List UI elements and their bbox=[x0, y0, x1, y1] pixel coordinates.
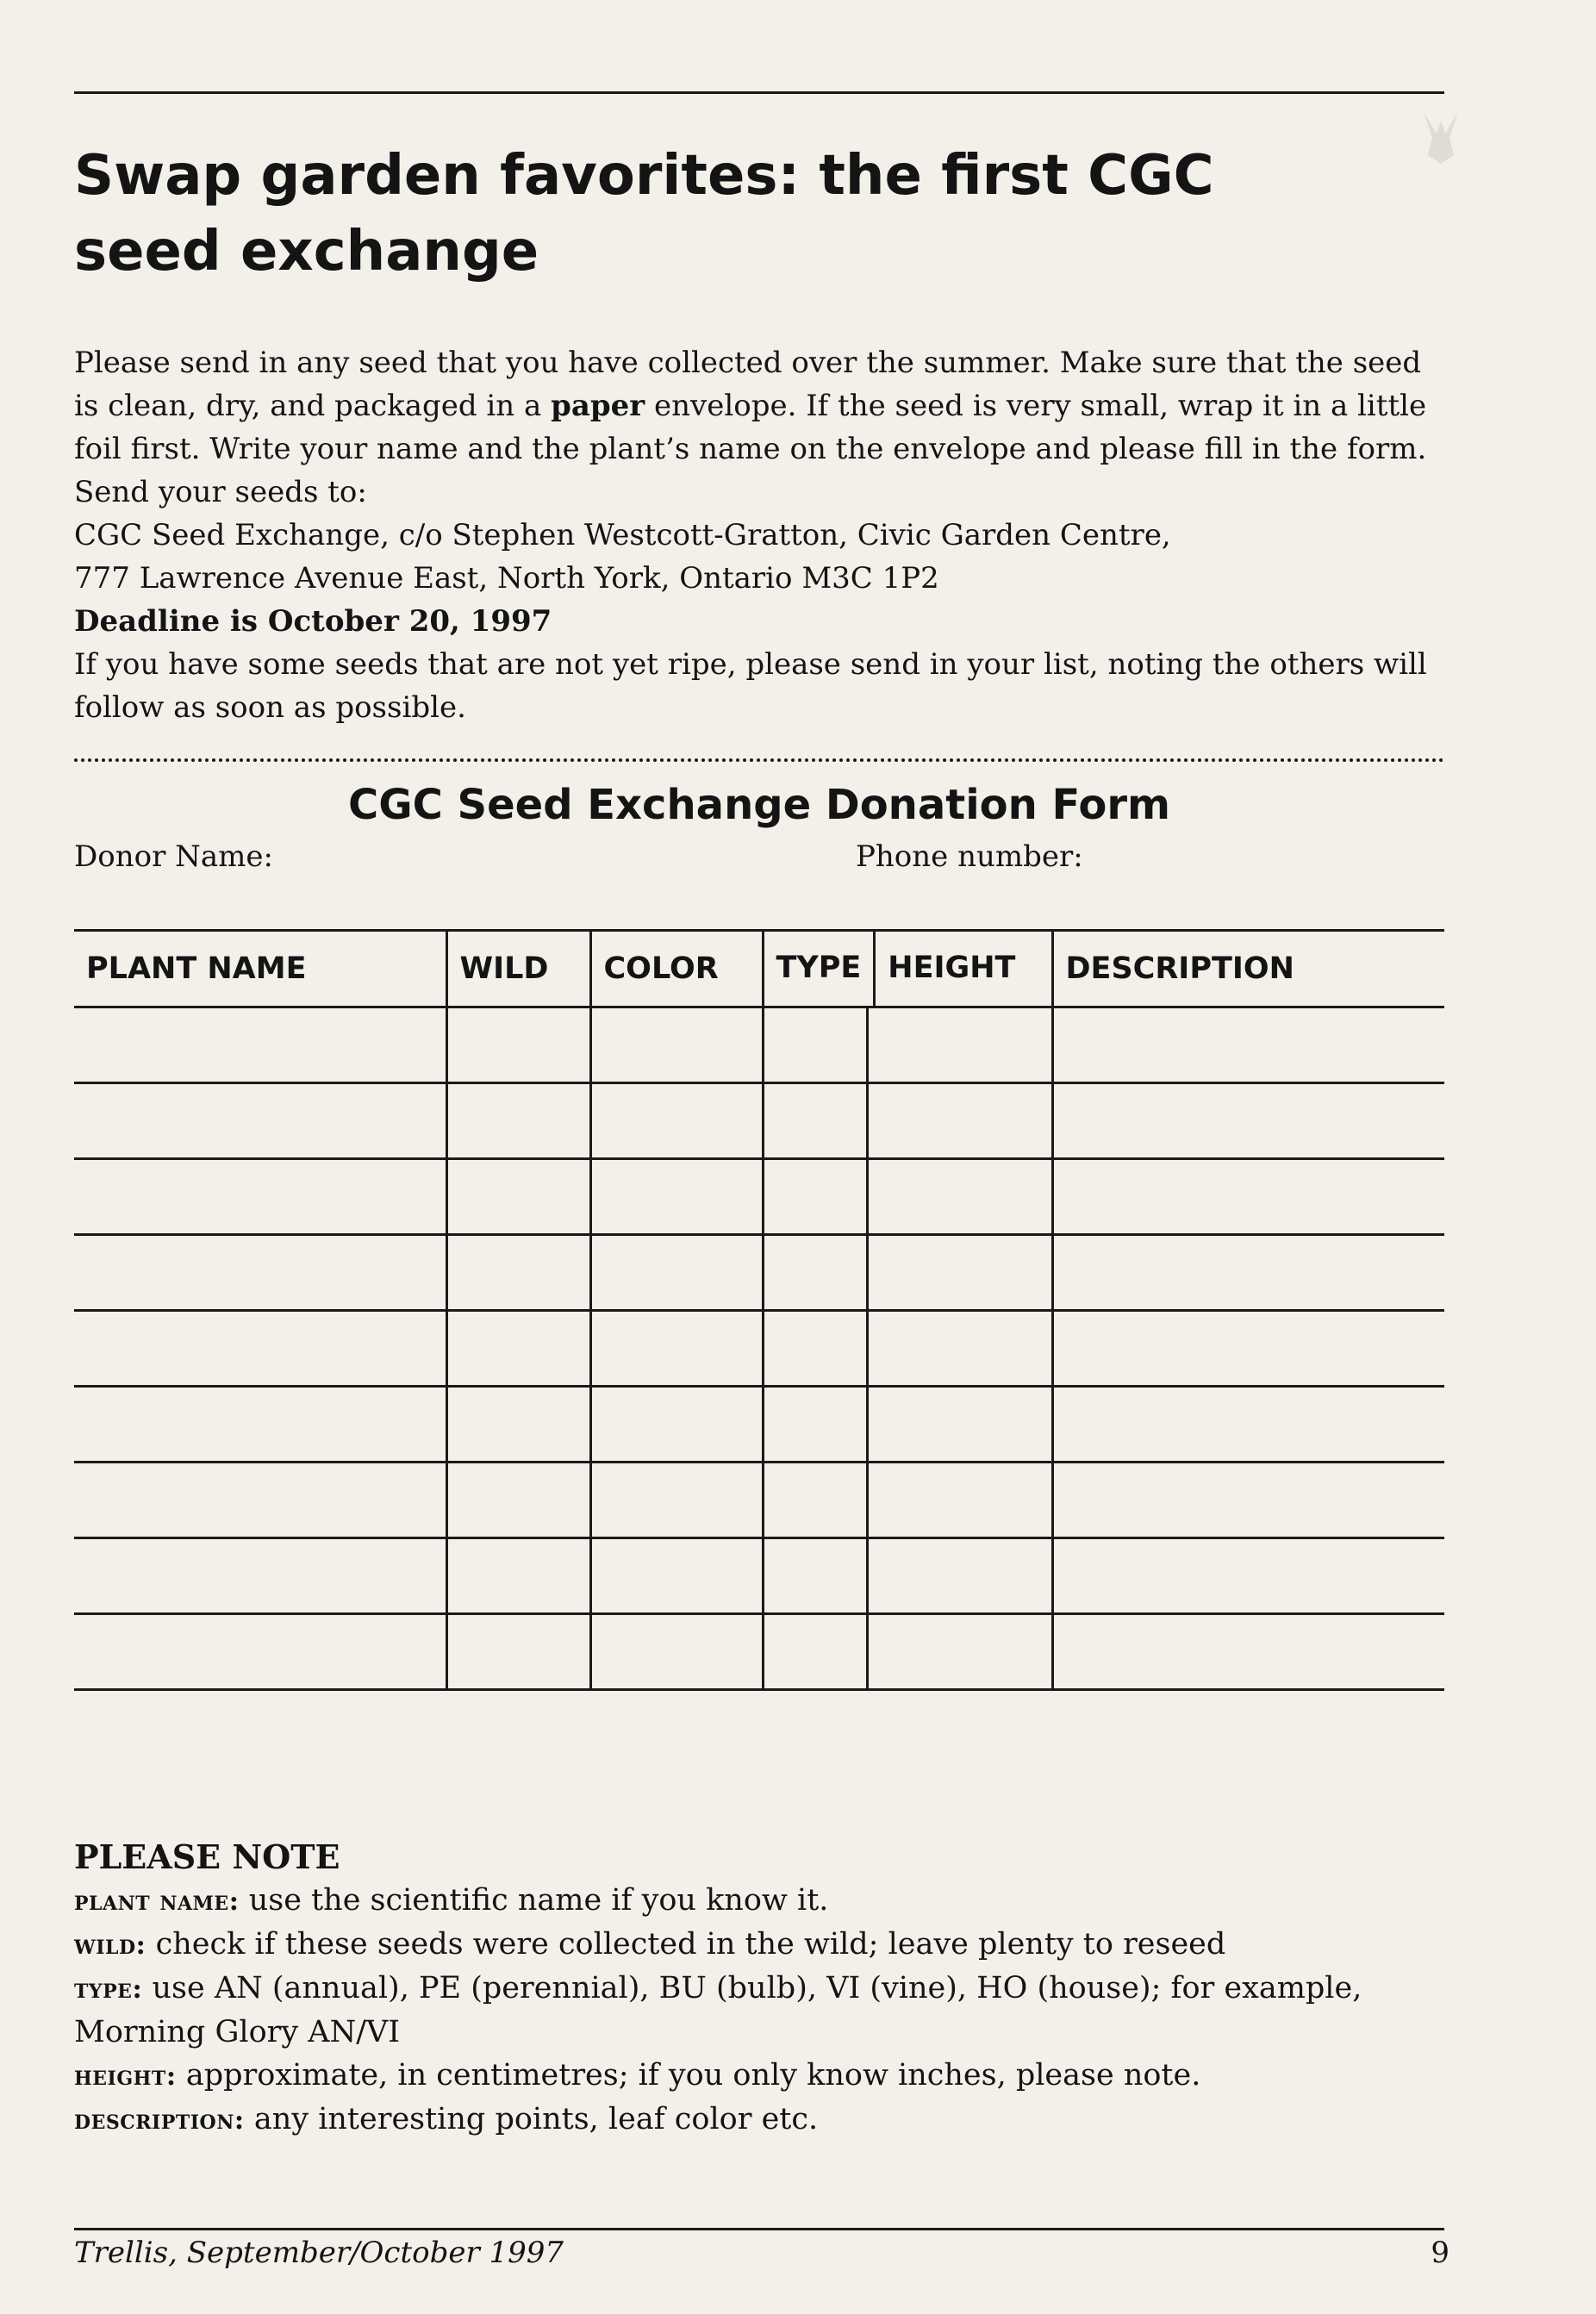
cell-description[interactable] bbox=[1052, 1614, 1444, 1690]
table-row bbox=[74, 1083, 1444, 1159]
send-to-label: Send your seeds to: bbox=[74, 475, 367, 509]
cell-color[interactable] bbox=[590, 1083, 763, 1159]
cell-height[interactable] bbox=[869, 1160, 1051, 1233]
address-line-1: CGC Seed Exchange, c/o Stephen Westcott-Gratton, Civic Garden Centre, bbox=[74, 518, 1171, 552]
table-row bbox=[74, 1614, 1444, 1690]
cell-type[interactable] bbox=[764, 1312, 869, 1385]
cell-type[interactable] bbox=[764, 1463, 869, 1537]
cell-type[interactable] bbox=[764, 1160, 869, 1233]
cell-wild[interactable] bbox=[446, 1614, 590, 1690]
cell-type-height[interactable] bbox=[763, 1614, 1052, 1690]
page-number: 9 bbox=[1431, 2236, 1449, 2270]
note-type: type: use AN (annual), PE (perennial), BU (bulb), VI (vine), HO (house); for example, Morning Glory AN/VI bbox=[74, 1971, 1362, 2049]
note-title: PLEASE NOTE bbox=[74, 1837, 340, 1876]
cell-color[interactable] bbox=[590, 1235, 763, 1311]
cell-wild[interactable] bbox=[446, 1007, 590, 1083]
headline-line-1: Swap garden favorites: the first CGC bbox=[74, 144, 1214, 208]
cell-height[interactable] bbox=[869, 1388, 1051, 1461]
cell-height[interactable] bbox=[869, 1084, 1051, 1157]
note-plant-name: plant name: use the scientific name if you know it. bbox=[74, 1883, 829, 1918]
cell-wild[interactable] bbox=[446, 1538, 590, 1614]
cell-wild[interactable] bbox=[446, 1387, 590, 1463]
cell-type-height[interactable] bbox=[763, 1463, 1052, 1538]
donation-form-table bbox=[74, 929, 1444, 1691]
donor-name-label: Donor Name: bbox=[74, 839, 273, 874]
cell-wild[interactable] bbox=[446, 1311, 590, 1387]
cell-color[interactable] bbox=[590, 1159, 763, 1235]
cell-description[interactable] bbox=[1052, 1159, 1444, 1235]
cell-type[interactable] bbox=[764, 1388, 869, 1461]
table-row bbox=[74, 1387, 1444, 1463]
form-title: CGC Seed Exchange Donation Form bbox=[347, 781, 1171, 829]
cell-plant-name[interactable] bbox=[74, 1614, 446, 1690]
cell-color[interactable] bbox=[590, 1463, 763, 1538]
cell-plant-name[interactable] bbox=[74, 1007, 446, 1083]
cell-color[interactable] bbox=[590, 1311, 763, 1387]
cell-type-height[interactable] bbox=[763, 1159, 1052, 1235]
cell-color[interactable] bbox=[590, 1538, 763, 1614]
intro-emphasis: paper bbox=[551, 389, 645, 423]
cell-plant-name[interactable] bbox=[74, 1463, 446, 1538]
cell-description[interactable] bbox=[1052, 1235, 1444, 1311]
cell-height[interactable] bbox=[869, 1539, 1051, 1612]
cell-plant-name[interactable] bbox=[74, 1311, 446, 1387]
publication-footer: Trellis, September/October 1997 bbox=[74, 2236, 564, 2270]
article-headline bbox=[74, 138, 1453, 290]
cell-type-height[interactable] bbox=[763, 1235, 1052, 1311]
cell-description[interactable] bbox=[1052, 1387, 1444, 1463]
headline-line-2: seed exchange bbox=[74, 220, 539, 284]
cell-type[interactable] bbox=[764, 1236, 869, 1309]
cell-type[interactable] bbox=[764, 1539, 869, 1612]
cell-description[interactable] bbox=[1052, 1083, 1444, 1159]
cell-type-height[interactable] bbox=[763, 1387, 1052, 1463]
cell-type-height[interactable] bbox=[763, 1311, 1052, 1387]
cell-wild[interactable] bbox=[446, 1159, 590, 1235]
table-header-row bbox=[74, 931, 1444, 1007]
cell-wild[interactable] bbox=[446, 1235, 590, 1311]
cell-color[interactable] bbox=[590, 1387, 763, 1463]
cell-type-height[interactable] bbox=[763, 1083, 1052, 1159]
column-header-type-height: TYPE HEIGHT bbox=[763, 931, 1052, 1007]
cell-height[interactable] bbox=[869, 1312, 1051, 1385]
cell-height[interactable] bbox=[869, 1615, 1051, 1688]
cell-wild[interactable] bbox=[446, 1463, 590, 1538]
cell-height[interactable] bbox=[869, 1008, 1051, 1082]
cell-color[interactable] bbox=[590, 1007, 763, 1083]
column-header-wild: WILD bbox=[446, 931, 590, 1007]
cell-type[interactable] bbox=[764, 1008, 869, 1082]
please-note-section bbox=[74, 1836, 1470, 2142]
cell-type-height[interactable] bbox=[763, 1007, 1052, 1083]
address-line-2: 777 Lawrence Avenue East, North York, Ontario M3C 1P2 bbox=[74, 561, 939, 596]
column-header-color: COLOR bbox=[590, 931, 763, 1007]
table-row bbox=[74, 1463, 1444, 1538]
note-height: height: approximate, in centimetres; if you only know inches, please note. bbox=[74, 2058, 1201, 2093]
table-row bbox=[74, 1235, 1444, 1311]
cell-plant-name[interactable] bbox=[74, 1159, 446, 1235]
note-description: description: any interesting points, leaf color etc. bbox=[74, 2102, 819, 2136]
cell-plant-name[interactable] bbox=[74, 1235, 446, 1311]
cell-plant-name[interactable] bbox=[74, 1083, 446, 1159]
cell-type[interactable] bbox=[764, 1615, 869, 1688]
cell-type-height[interactable] bbox=[763, 1538, 1052, 1614]
table-row bbox=[74, 1159, 1444, 1235]
top-rule bbox=[74, 91, 1444, 94]
cell-plant-name[interactable] bbox=[74, 1387, 446, 1463]
cell-description[interactable] bbox=[1052, 1007, 1444, 1083]
cell-color[interactable] bbox=[590, 1614, 763, 1690]
deadline: Deadline is October 20, 1997 bbox=[74, 604, 552, 639]
cell-description[interactable] bbox=[1052, 1538, 1444, 1614]
cell-type[interactable] bbox=[764, 1084, 869, 1157]
cell-description[interactable] bbox=[1052, 1311, 1444, 1387]
cut-line bbox=[74, 758, 1444, 762]
column-header-description: DESCRIPTION bbox=[1052, 931, 1444, 1007]
cell-plant-name[interactable] bbox=[74, 1538, 446, 1614]
article-body bbox=[74, 341, 1453, 729]
footer-rule bbox=[74, 2228, 1444, 2230]
cell-wild[interactable] bbox=[446, 1083, 590, 1159]
column-header-plant-name: PLANT NAME bbox=[74, 931, 446, 1007]
followup-paragraph: If you have some seeds that are not yet ripe, please send in your list, noting the others will follow as soon as possible. bbox=[74, 647, 1427, 725]
note-wild: wild: check if these seeds were collected in the wild; leave plenty to reseed bbox=[74, 1927, 1226, 1962]
cell-height[interactable] bbox=[869, 1236, 1051, 1309]
table-row bbox=[74, 1007, 1444, 1083]
cell-height[interactable] bbox=[869, 1463, 1051, 1537]
table-row bbox=[74, 1538, 1444, 1614]
intro-paragraph: Please send in any seed that you have collected over the summer. Make sure that the seed is clean, dry, and packaged in a paper envelope. If the seed is very small, wrap it in a little foil first. Write your name and the plant’s name on the envelope and please fill in the form. bbox=[74, 346, 1427, 466]
table-row bbox=[74, 1311, 1444, 1387]
cell-description[interactable] bbox=[1052, 1463, 1444, 1538]
phone-number-label: Phone number: bbox=[856, 839, 1083, 874]
